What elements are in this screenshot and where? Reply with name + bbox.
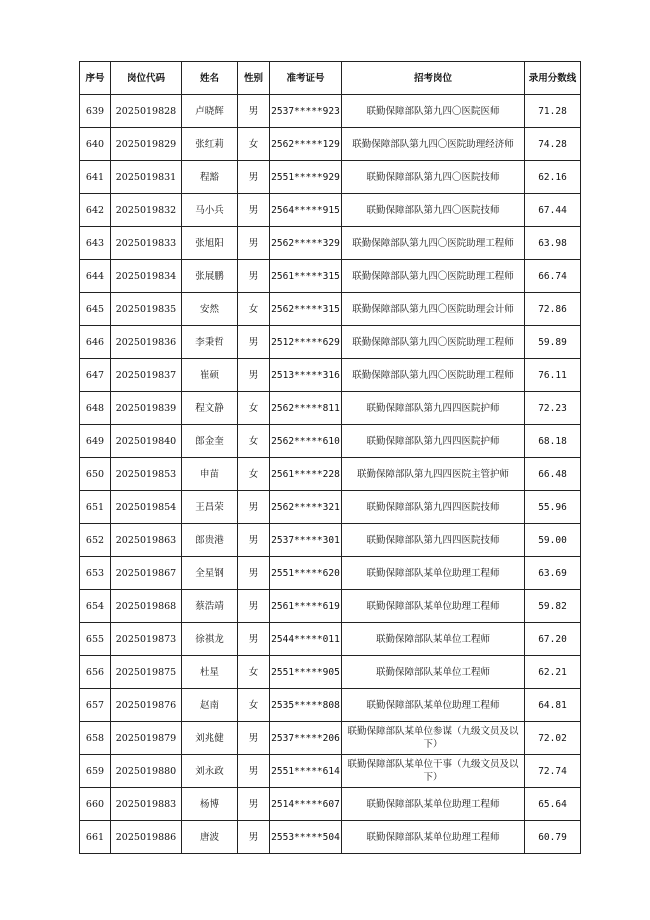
table-row [80, 359, 581, 392]
table-row [80, 227, 581, 260]
cell-gender: 女 [238, 458, 270, 491]
table-row [80, 557, 581, 590]
cell-score: 72.74 [525, 755, 581, 788]
cell-name: 赵南 [182, 689, 238, 722]
cell-seq: 639 [80, 95, 111, 128]
cell-score: 72.86 [525, 293, 581, 326]
cell-gender: 男 [238, 623, 270, 656]
cell-name: 卢晓辉 [182, 95, 238, 128]
cell-gender: 男 [238, 557, 270, 590]
cell-gender: 男 [238, 590, 270, 623]
cell-seq: 646 [80, 326, 111, 359]
cell-name: 李秉哲 [182, 326, 238, 359]
table-row [80, 161, 581, 194]
cell-name: 崔硕 [182, 359, 238, 392]
cell-exam-id: 2512*****629 [270, 326, 342, 359]
cell-position: 联勤保障部队第九四〇医院助理工程师 [342, 326, 525, 359]
cell-position: 联勤保障部队第九四〇医院医师 [342, 95, 525, 128]
cell-position: 联勤保障部队某单位助理工程师 [342, 689, 525, 722]
cell-name: 程文静 [182, 392, 238, 425]
cell-position: 联勤保障部队某单位助理工程师 [342, 821, 525, 854]
cell-gender: 女 [238, 689, 270, 722]
cell-code: 2025019833 [111, 227, 182, 260]
cell-exam-id: 2562*****811 [270, 392, 342, 425]
cell-code: 2025019828 [111, 95, 182, 128]
cell-exam-id: 2551*****929 [270, 161, 342, 194]
cell-code: 2025019868 [111, 590, 182, 623]
cell-position: 联勤保障部队某单位参谋（九级文员及以下） [342, 722, 525, 755]
cell-exam-id: 2562*****315 [270, 293, 342, 326]
cell-gender: 女 [238, 293, 270, 326]
table-row [80, 524, 581, 557]
cell-code: 2025019840 [111, 425, 182, 458]
results-table [79, 61, 581, 854]
table-row [80, 821, 581, 854]
cell-seq: 655 [80, 623, 111, 656]
cell-name: 刘永政 [182, 755, 238, 788]
cell-code: 2025019886 [111, 821, 182, 854]
table-row [80, 95, 581, 128]
cell-exam-id: 2535*****808 [270, 689, 342, 722]
cell-name: 申苗 [182, 458, 238, 491]
cell-code: 2025019837 [111, 359, 182, 392]
table-row [80, 128, 581, 161]
table-row [80, 326, 581, 359]
cell-exam-id: 2562*****329 [270, 227, 342, 260]
cell-score: 74.28 [525, 128, 581, 161]
header-seq: 序号 [80, 62, 111, 95]
cell-score: 72.02 [525, 722, 581, 755]
cell-gender: 男 [238, 194, 270, 227]
cell-exam-id: 2562*****610 [270, 425, 342, 458]
cell-score: 62.16 [525, 161, 581, 194]
cell-name: 安然 [182, 293, 238, 326]
cell-seq: 647 [80, 359, 111, 392]
cell-score: 60.79 [525, 821, 581, 854]
cell-name: 郎贵港 [182, 524, 238, 557]
cell-score: 59.89 [525, 326, 581, 359]
cell-exam-id: 2553*****504 [270, 821, 342, 854]
cell-seq: 644 [80, 260, 111, 293]
cell-code: 2025019867 [111, 557, 182, 590]
cell-score: 68.18 [525, 425, 581, 458]
cell-name: 杨博 [182, 788, 238, 821]
cell-code: 2025019880 [111, 755, 182, 788]
cell-score: 71.28 [525, 95, 581, 128]
cell-name: 全星钢 [182, 557, 238, 590]
cell-position: 联勤保障部队第九四〇医院助理会计师 [342, 293, 525, 326]
cell-score: 65.64 [525, 788, 581, 821]
cell-code: 2025019854 [111, 491, 182, 524]
cell-seq: 651 [80, 491, 111, 524]
table-row [80, 755, 581, 788]
cell-position: 联勤保障部队某单位工程师 [342, 623, 525, 656]
cell-code: 2025019883 [111, 788, 182, 821]
cell-position: 联勤保障部队第九四四医院护师 [342, 392, 525, 425]
cell-position: 联勤保障部队某单位干事（九级文员及以下） [342, 755, 525, 788]
cell-seq: 648 [80, 392, 111, 425]
cell-code: 2025019831 [111, 161, 182, 194]
header-exam-id: 准考证号 [270, 62, 342, 95]
cell-gender: 男 [238, 788, 270, 821]
cell-exam-id: 2513*****316 [270, 359, 342, 392]
cell-position: 联勤保障部队第九四〇医院助理工程师 [342, 260, 525, 293]
header-row [80, 62, 581, 95]
cell-gender: 女 [238, 425, 270, 458]
cell-seq: 652 [80, 524, 111, 557]
cell-code: 2025019853 [111, 458, 182, 491]
cell-score: 63.69 [525, 557, 581, 590]
cell-code: 2025019879 [111, 722, 182, 755]
cell-gender: 男 [238, 524, 270, 557]
cell-position: 联勤保障部队第九四〇医院助理工程师 [342, 359, 525, 392]
cell-gender: 女 [238, 392, 270, 425]
cell-gender: 男 [238, 95, 270, 128]
cell-exam-id: 2544*****011 [270, 623, 342, 656]
cell-gender: 男 [238, 491, 270, 524]
cell-exam-id: 2564*****915 [270, 194, 342, 227]
cell-exam-id: 2537*****301 [270, 524, 342, 557]
cell-gender: 女 [238, 128, 270, 161]
cell-code: 2025019836 [111, 326, 182, 359]
header-code: 岗位代码 [111, 62, 182, 95]
table-row [80, 788, 581, 821]
table-row [80, 689, 581, 722]
cell-code: 2025019876 [111, 689, 182, 722]
table-row [80, 293, 581, 326]
cell-exam-id: 2561*****619 [270, 590, 342, 623]
cell-seq: 661 [80, 821, 111, 854]
cell-gender: 男 [238, 227, 270, 260]
cell-exam-id: 2537*****206 [270, 722, 342, 755]
cell-name: 张旭阳 [182, 227, 238, 260]
table-row [80, 392, 581, 425]
cell-score: 67.20 [525, 623, 581, 656]
cell-name: 徐祺龙 [182, 623, 238, 656]
cell-code: 2025019839 [111, 392, 182, 425]
cell-name: 王昌荣 [182, 491, 238, 524]
cell-gender: 男 [238, 821, 270, 854]
cell-seq: 650 [80, 458, 111, 491]
cell-position: 联勤保障部队某单位助理工程师 [342, 788, 525, 821]
cell-gender: 男 [238, 722, 270, 755]
cell-name: 郎金奎 [182, 425, 238, 458]
header-position: 招考岗位 [342, 62, 525, 95]
table-row [80, 260, 581, 293]
table-body [80, 95, 581, 854]
cell-score: 63.98 [525, 227, 581, 260]
cell-seq: 654 [80, 590, 111, 623]
cell-name: 杜星 [182, 656, 238, 689]
cell-position: 联勤保障部队第九四四医院主管护师 [342, 458, 525, 491]
cell-position: 联勤保障部队某单位助理工程师 [342, 557, 525, 590]
cell-exam-id: 2551*****620 [270, 557, 342, 590]
cell-position: 联勤保障部队第九四四医院护师 [342, 425, 525, 458]
cell-exam-id: 2561*****228 [270, 458, 342, 491]
cell-gender: 男 [238, 161, 270, 194]
cell-gender: 男 [238, 755, 270, 788]
cell-score: 59.82 [525, 590, 581, 623]
header-gender: 性别 [238, 62, 270, 95]
cell-code: 2025019875 [111, 656, 182, 689]
table-row [80, 623, 581, 656]
cell-position: 联勤保障部队第九四四医院技师 [342, 524, 525, 557]
cell-code: 2025019834 [111, 260, 182, 293]
cell-name: 程豁 [182, 161, 238, 194]
cell-code: 2025019829 [111, 128, 182, 161]
cell-code: 2025019863 [111, 524, 182, 557]
cell-score: 66.48 [525, 458, 581, 491]
cell-name: 张展鹏 [182, 260, 238, 293]
cell-position: 联勤保障部队某单位助理工程师 [342, 590, 525, 623]
cell-score: 59.00 [525, 524, 581, 557]
cell-gender: 男 [238, 260, 270, 293]
cell-score: 72.23 [525, 392, 581, 425]
cell-position: 联勤保障部队第九四〇医院助理工程师 [342, 227, 525, 260]
cell-score: 66.74 [525, 260, 581, 293]
cell-code: 2025019835 [111, 293, 182, 326]
cell-name: 唐波 [182, 821, 238, 854]
cell-score: 64.81 [525, 689, 581, 722]
cell-seq: 659 [80, 755, 111, 788]
cell-seq: 641 [80, 161, 111, 194]
cell-gender: 男 [238, 326, 270, 359]
cell-seq: 657 [80, 689, 111, 722]
cell-seq: 656 [80, 656, 111, 689]
cell-position: 联勤保障部队某单位工程师 [342, 656, 525, 689]
cell-position: 联勤保障部队第九四〇医院助理经济师 [342, 128, 525, 161]
cell-seq: 649 [80, 425, 111, 458]
table-row [80, 194, 581, 227]
table-row [80, 491, 581, 524]
cell-seq: 642 [80, 194, 111, 227]
table-row [80, 656, 581, 689]
cell-score: 62.21 [525, 656, 581, 689]
cell-position: 联勤保障部队第九四四医院技师 [342, 491, 525, 524]
cell-exam-id: 2551*****905 [270, 656, 342, 689]
cell-seq: 653 [80, 557, 111, 590]
cell-gender: 女 [238, 656, 270, 689]
cell-gender: 男 [238, 359, 270, 392]
cell-name: 刘兆健 [182, 722, 238, 755]
cell-seq: 640 [80, 128, 111, 161]
header-name: 姓名 [182, 62, 238, 95]
cell-seq: 643 [80, 227, 111, 260]
cell-score: 67.44 [525, 194, 581, 227]
cell-exam-id: 2514*****607 [270, 788, 342, 821]
cell-code: 2025019832 [111, 194, 182, 227]
cell-exam-id: 2562*****129 [270, 128, 342, 161]
cell-exam-id: 2562*****321 [270, 491, 342, 524]
cell-name: 马小兵 [182, 194, 238, 227]
cell-code: 2025019873 [111, 623, 182, 656]
cell-score: 76.11 [525, 359, 581, 392]
table-row [80, 722, 581, 755]
cell-position: 联勤保障部队第九四〇医院技师 [342, 161, 525, 194]
cell-exam-id: 2537*****923 [270, 95, 342, 128]
cell-name: 张红莉 [182, 128, 238, 161]
header-score: 录用分数线 [525, 62, 581, 95]
cell-seq: 658 [80, 722, 111, 755]
cell-exam-id: 2561*****315 [270, 260, 342, 293]
cell-seq: 645 [80, 293, 111, 326]
cell-exam-id: 2551*****614 [270, 755, 342, 788]
cell-position: 联勤保障部队第九四〇医院技师 [342, 194, 525, 227]
table-row [80, 590, 581, 623]
table-row [80, 458, 581, 491]
table-row [80, 425, 581, 458]
cell-seq: 660 [80, 788, 111, 821]
cell-name: 蔡浩靖 [182, 590, 238, 623]
cell-score: 55.96 [525, 491, 581, 524]
